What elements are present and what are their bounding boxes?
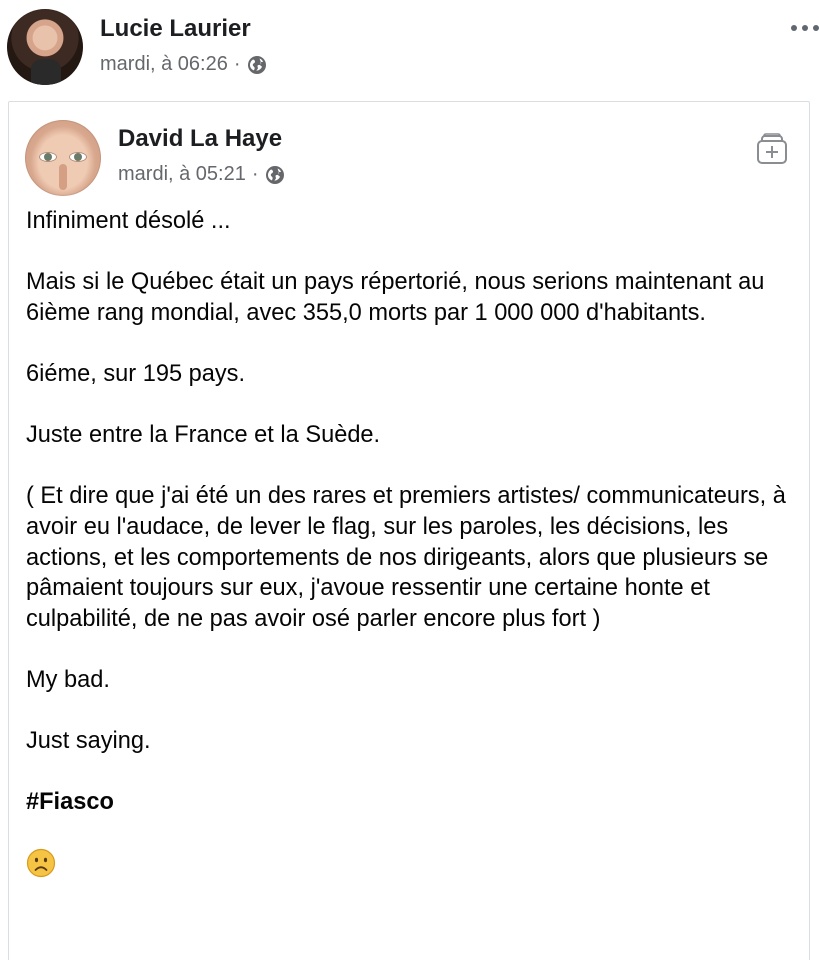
- post-paragraph: My bad.: [26, 666, 110, 693]
- avatar-nose: [59, 164, 67, 190]
- author-avatar[interactable]: [25, 120, 101, 196]
- hashtag-link[interactable]: #Fiasco: [26, 789, 114, 816]
- sharer-name[interactable]: Lucie Laurier: [100, 15, 251, 42]
- sharer-avatar[interactable]: [7, 9, 83, 85]
- post-paragraph: Juste entre la France et la Suède.: [26, 422, 381, 449]
- meta-separator: ·: [251, 163, 259, 185]
- author-timestamp[interactable]: mardi, à 05:21: [118, 163, 246, 185]
- more-options-icon: [802, 25, 808, 31]
- avatar-eye: [69, 152, 87, 162]
- sharer-header: [0, 0, 819, 100]
- save-to-collection-icon[interactable]: [755, 132, 789, 166]
- post-paragraph: Mais si le Québec était un pays répertorié, nous serions maintenant au 6ième rang mondial, avec 355,0 morts par 1 000 000 d'habitants.: [26, 269, 771, 326]
- sharer-timestamp[interactable]: mardi, à 06:26: [100, 53, 228, 75]
- more-options-icon: [813, 25, 819, 31]
- shared-post-card: [8, 101, 810, 960]
- author-meta: [118, 163, 285, 186]
- post-paragraph: 6iéme, sur 195 pays.: [26, 360, 246, 387]
- more-options-icon: [791, 25, 797, 31]
- post-paragraph: Just saying.: [26, 728, 151, 755]
- sharer-meta: [100, 53, 267, 76]
- post-body: [26, 206, 799, 878]
- post-paragraph: Infiniment désolé ...: [26, 208, 231, 234]
- globe-icon: [247, 55, 267, 75]
- globe-icon: [265, 165, 285, 185]
- author-name[interactable]: David La Haye: [118, 125, 283, 152]
- sad-face-emoji: [26, 848, 56, 878]
- avatar-eye: [39, 152, 57, 162]
- post-paragraph: ( Et dire que j'ai été un des rares et premiers artistes/ communicateurs, à avoir eu l'audace, de lever le flag, sur les paroles, les décisions, les actions, et les comportements de nos dirigeants, alors que plusieurs se pâmaient toujours sur eux, j'avoue ressentir une certaine honte et culpabilité, de ne pas avoir osé parler encore plus fort ): [26, 483, 799, 632]
- meta-separator: ·: [233, 53, 241, 75]
- more-options-button[interactable]: [791, 18, 819, 38]
